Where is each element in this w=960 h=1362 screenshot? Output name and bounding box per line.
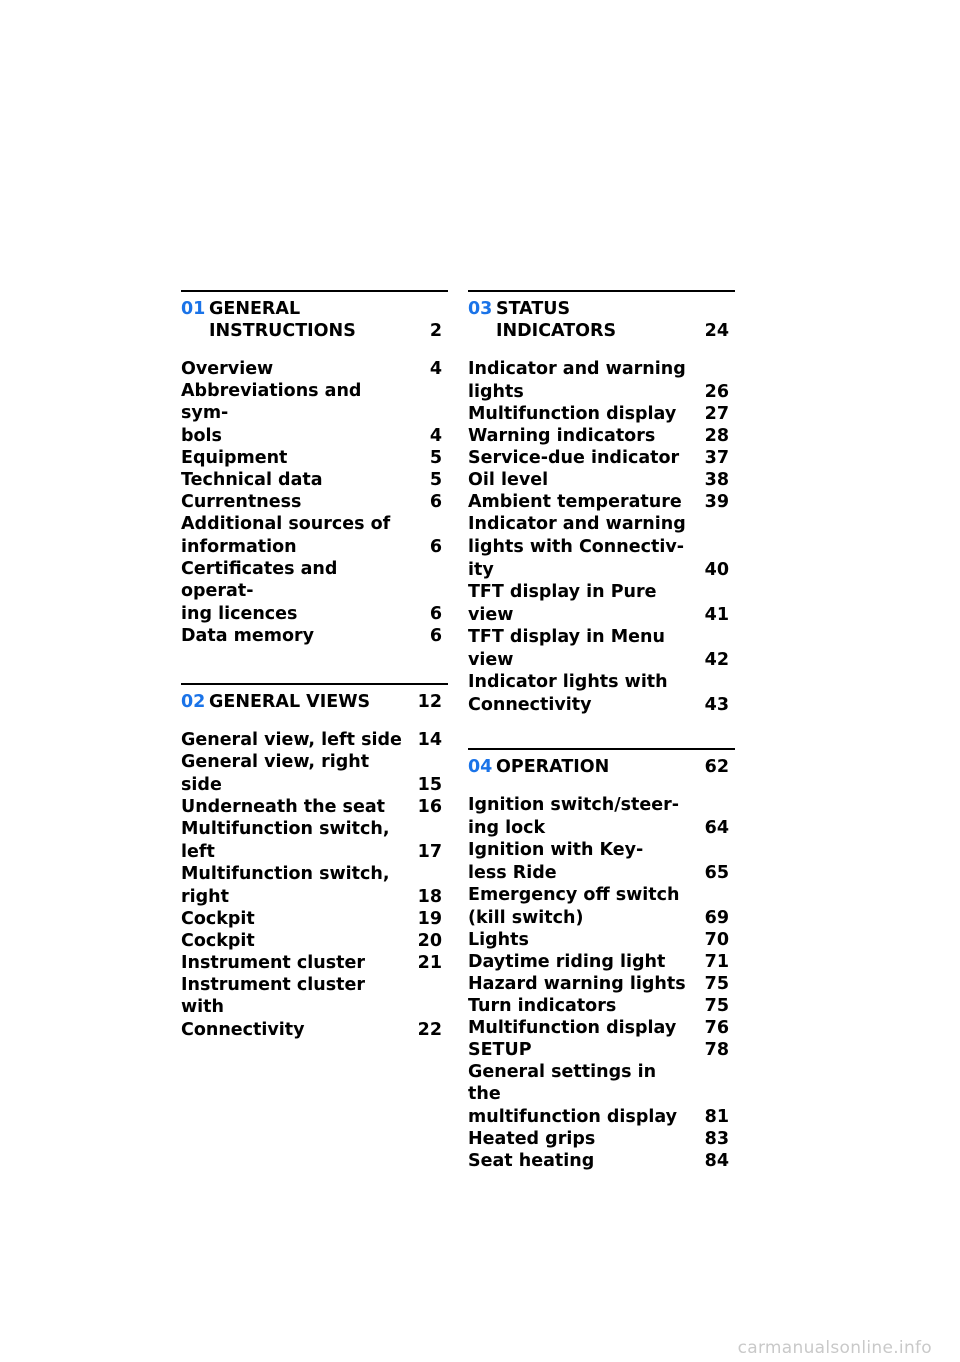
toc-entry-page-number: 5 (429, 448, 442, 468)
toc-entry[interactable] (181, 952, 448, 974)
toc-entry[interactable] (468, 469, 735, 491)
section-heading[interactable] (181, 691, 448, 713)
toc-section-01 (181, 290, 448, 647)
toc-entry[interactable] (468, 671, 735, 716)
section-title-line: GENERAL VIEWS (209, 692, 371, 712)
toc-entry[interactable] (468, 1128, 735, 1150)
toc-entry[interactable] (468, 447, 735, 469)
toc-entry[interactable] (468, 929, 735, 951)
toc-entry-title: Abbreviations and sym- (181, 381, 362, 423)
toc-entry-page-number: 26 (704, 382, 729, 402)
toc-entry[interactable] (468, 403, 735, 425)
toc-entry-page-number: 15 (417, 775, 442, 795)
toc-entry-page-number: 64 (704, 818, 729, 838)
toc-entry-page-number: 69 (704, 908, 729, 928)
toc-entry-title: Indicator and warning (468, 359, 686, 379)
toc-entry-title: SETUP (468, 1040, 532, 1060)
toc-entry-page-number: 65 (704, 863, 729, 883)
toc-entry-title: Instrument cluster with (181, 975, 365, 1017)
toc-entry-title: Heated grips (468, 1129, 596, 1149)
section-heading[interactable] (468, 756, 735, 778)
toc-entry-page-number: 22 (417, 1020, 442, 1040)
toc-entry-page-number: 18 (417, 887, 442, 907)
toc-entry-page-number: 4 (429, 426, 442, 446)
toc-entry-title: TFT display in Menu (468, 627, 665, 647)
toc-entry-page-number: 78 (704, 1040, 729, 1060)
toc-entry[interactable] (181, 930, 448, 952)
toc-entry-title: Ambient temperature (468, 492, 682, 512)
toc-entry[interactable] (181, 558, 448, 625)
section-page-number: 62 (704, 757, 729, 777)
toc-entry-title: lights with Connectiv- (468, 537, 684, 557)
toc-entry[interactable] (468, 626, 735, 671)
toc-entry[interactable] (468, 358, 735, 403)
section-title-line: INDICATORS (496, 321, 617, 341)
toc-entry-page-number: 28 (704, 426, 729, 446)
toc-entry-title: Indicator lights with (468, 672, 668, 692)
toc-entry-title: Instrument cluster (181, 953, 365, 973)
section-page-number: 24 (704, 321, 729, 341)
toc-entry-title: Multifunction display (468, 404, 677, 424)
toc-entry-title: Ignition with Key- (468, 840, 644, 860)
toc-entry[interactable] (181, 974, 448, 1041)
toc-entry-list (468, 794, 735, 1172)
toc-entry-page-number: 6 (429, 537, 442, 557)
toc-entry-title: information (181, 537, 297, 557)
toc-entry-title: ing lock (468, 818, 546, 838)
toc-entry-title: Cockpit (181, 931, 255, 951)
toc-entry-title: Multifunction display (468, 1018, 677, 1038)
section-title (181, 298, 448, 342)
toc-entry[interactable] (181, 491, 448, 513)
toc-entry-page-number: 43 (704, 695, 729, 715)
toc-entry-title: right (181, 887, 229, 907)
toc-entry[interactable] (468, 1061, 735, 1128)
section-title-line: OPERATION (496, 757, 610, 777)
toc-entry-page-number: 75 (704, 996, 729, 1016)
toc-entry[interactable] (468, 581, 735, 626)
toc-entry-page-number: 4 (429, 359, 442, 379)
toc-entry-title: Overview (181, 359, 274, 379)
section-title-line: INSTRUCTIONS (209, 321, 356, 341)
toc-entry[interactable] (468, 1017, 735, 1039)
toc-entry-title: Cockpit (181, 909, 255, 929)
watermark-footer: carmanualsonline.info (737, 1338, 932, 1358)
section-number: 04 (468, 757, 493, 777)
section-title (181, 691, 448, 713)
toc-entry-title: view (468, 650, 514, 670)
toc-entry-page-number: 37 (704, 448, 729, 468)
toc-entry[interactable] (181, 908, 448, 930)
section-heading[interactable] (181, 298, 448, 342)
section-number: 02 (181, 692, 206, 712)
toc-entry-page-number: 39 (704, 492, 729, 512)
toc-entry[interactable] (181, 863, 448, 908)
toc-entry[interactable] (181, 729, 448, 751)
toc-entry-title: Data memory (181, 626, 315, 646)
toc-entry-title: Seat heating (468, 1151, 595, 1171)
toc-entry-page-number: 84 (704, 1151, 729, 1171)
toc-entry-title: Certificates and operat- (181, 559, 338, 601)
section-title-line: STATUS (496, 299, 571, 319)
toc-section-03 (468, 290, 735, 716)
section-number: 03 (468, 299, 493, 319)
section-page-number: 12 (417, 692, 442, 712)
toc-entry-title: Underneath the seat (181, 797, 385, 817)
section-title (468, 756, 735, 778)
toc-entry-title: Turn indicators (468, 996, 617, 1016)
toc-entry[interactable] (181, 625, 448, 647)
toc-right-column (468, 290, 735, 1172)
section-title-line: GENERAL (209, 299, 301, 319)
toc-entry-title: Daytime riding light (468, 952, 666, 972)
toc-entry-page-number: 40 (704, 560, 729, 580)
toc-entry-title: Currentness (181, 492, 302, 512)
toc-entry-title: Ignition switch/steer- (468, 795, 680, 815)
section-heading[interactable] (468, 298, 735, 342)
toc-entry-title: Indicator and warning (468, 514, 686, 534)
toc-entry[interactable] (181, 358, 448, 380)
toc-entry-page-number: 21 (417, 953, 442, 973)
toc-entry-title: multifunction display (468, 1107, 678, 1127)
toc-entry-list (181, 358, 448, 647)
toc-entry[interactable] (468, 1039, 735, 1061)
toc-entry[interactable] (181, 751, 448, 796)
toc-entry-page-number: 6 (429, 604, 442, 624)
toc-entry-title: Oil level (468, 470, 549, 490)
toc-entry-title: General settings in the (468, 1062, 657, 1104)
toc-entry-page-number: 42 (704, 650, 729, 670)
toc-entry[interactable] (468, 839, 735, 884)
toc-entry-page-number: 19 (417, 909, 442, 929)
toc-entry-page-number: 14 (417, 730, 442, 750)
toc-entry-title: less Ride (468, 863, 557, 883)
toc-entry-page-number: 6 (429, 626, 442, 646)
toc-entry-title: ity (468, 560, 494, 580)
toc-entry-page-number: 5 (429, 470, 442, 490)
toc-entry-title: Multifunction switch, (181, 864, 390, 884)
toc-entry-page-number: 75 (704, 974, 729, 994)
toc-entry-title: side (181, 775, 222, 795)
toc-entry-title: Technical data (181, 470, 323, 490)
toc-entry[interactable] (181, 796, 448, 818)
toc-entry[interactable] (468, 951, 735, 973)
toc-entry[interactable] (468, 1150, 735, 1172)
toc-entry[interactable] (468, 425, 735, 447)
toc-entry[interactable] (181, 513, 448, 558)
toc-entry-title: General view, right (181, 752, 370, 772)
toc-entry[interactable] (468, 794, 735, 839)
toc-entry-title: Multifunction switch, (181, 819, 390, 839)
section-title (468, 298, 735, 342)
toc-entry-title: ing licences (181, 604, 298, 624)
toc-entry-title: Equipment (181, 448, 288, 468)
toc-entry-page-number: 41 (704, 605, 729, 625)
toc-entry-title: lights (468, 382, 524, 402)
toc-entry[interactable] (468, 491, 735, 513)
toc-entry-title: Emergency off switch (468, 885, 680, 905)
toc-entry[interactable] (181, 380, 448, 447)
toc-entry-page-number: 6 (429, 492, 442, 512)
toc-section-04 (468, 748, 735, 1172)
toc-entry-list (468, 358, 735, 716)
toc-entry[interactable] (181, 447, 448, 469)
toc-entry-title: TFT display in Pure (468, 582, 657, 602)
toc-entry-page-number: 20 (417, 931, 442, 951)
toc-entry-page-number: 38 (704, 470, 729, 490)
toc-entry[interactable] (468, 513, 735, 581)
toc-entry-list (181, 729, 448, 1041)
toc-entry-title: Connectivity (181, 1020, 305, 1040)
toc-entry-title: Service-due indicator (468, 448, 680, 468)
toc-entry-page-number: 76 (704, 1018, 729, 1038)
toc-entry-title: view (468, 605, 514, 625)
toc-entry[interactable] (181, 469, 448, 491)
toc-section-02 (181, 683, 448, 1041)
toc-entry[interactable] (468, 884, 735, 929)
toc-entry-title: Hazard warning lights (468, 974, 686, 994)
toc-entry-page-number: 81 (704, 1107, 729, 1127)
toc-entry-page-number: 83 (704, 1129, 729, 1149)
toc-left-column (181, 290, 448, 1041)
toc-entry-title: Lights (468, 930, 529, 950)
toc-entry-title: left (181, 842, 215, 862)
toc-entry-title: Additional sources of (181, 514, 391, 534)
section-page-number: 2 (429, 321, 442, 341)
toc-entry-page-number: 27 (704, 404, 729, 424)
toc-entry-title: Connectivity (468, 695, 592, 715)
toc-entry-title: (kill switch) (468, 908, 584, 928)
toc-entry-title: General view, left side (181, 730, 402, 750)
toc-entry[interactable] (468, 973, 735, 995)
toc-entry-title: Warning indicators (468, 426, 656, 446)
toc-entry-page-number: 71 (704, 952, 729, 972)
toc-entry-page-number: 17 (417, 842, 442, 862)
toc-entry-page-number: 70 (704, 930, 729, 950)
toc-entry[interactable] (468, 995, 735, 1017)
toc-entry-title: bols (181, 426, 222, 446)
toc-entry-page-number: 16 (417, 797, 442, 817)
section-number: 01 (181, 299, 206, 319)
toc-entry[interactable] (181, 818, 448, 863)
